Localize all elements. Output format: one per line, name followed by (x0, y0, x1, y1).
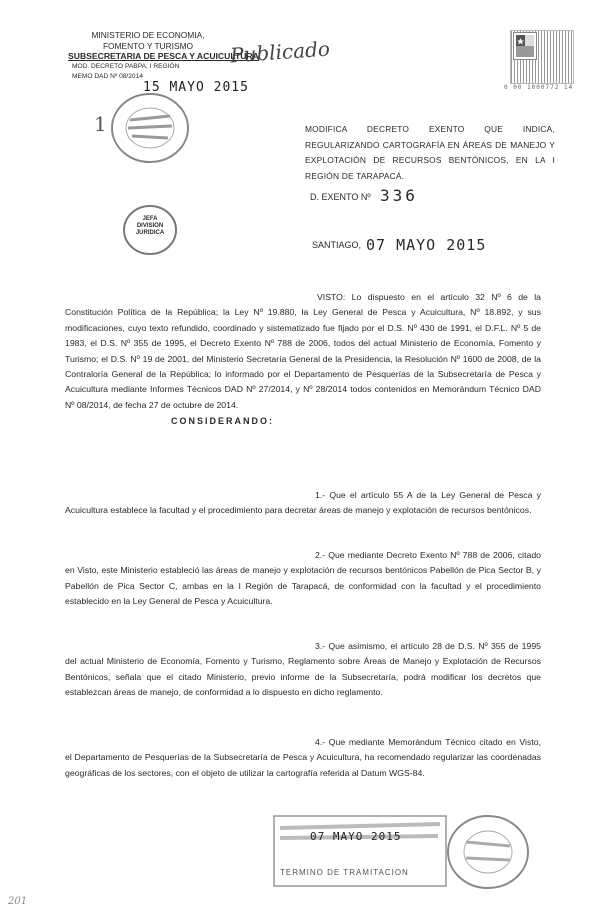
barcode-number: 0 00 1000772 14 (504, 84, 574, 91)
decree-title: MODIFICA DECRETO EXENTO QUE INDICA, REGULARIZANDO CARTOGRAFÍA EN ÁREAS DE MANEJO Y EXPLOTACIÓN DE RECURSOS BENTÓNICOS, EN LA I REGIÓN DE TARAPACÁ. (305, 124, 555, 181)
considerando-1 (65, 488, 541, 519)
visto-paragraph: VISTO: Lo dispuesto en el artículo 32 Nº 6 de la Constitución Política de la República; la Ley Nº 19.880, la Ley General de Pesca y Acuicultura, Nº 18.892, y sus modificaciones, cuyo texto refundido, coordinado y sistematizado fue fijado por el D.S. Nº 430 de 1991, el D.F.L. Nº 5 de 1983, el D.S. Nº 355 de 1995, el Decreto Exento Nº 788 de 2006, todos del actual Ministerio de Economía, Fomento y Turismo; el D.S. Nº 19 de 2001, del Ministerio Secretaría General de la Presidencia, la Resolución Nº 1600 de 2008, de la Contraloría General de la República; lo informado por el Departamento de Pesquerías de la Subsecretaría de Pesca y Acuicultura mediante Informes Técnicos DAD Nº 27/2014, y Nº 28/2014 todos contenidos en Memorándum Técnico DAD Nº 08/2014, de fecha 27 de octubre de 2014. (65, 292, 541, 410)
tramitacion-stamp (270, 806, 580, 896)
considerando-paragraph: 3.- Que asimismo, el artículo 28 de D.S. Nº 355 de 1995 del actual Ministerio de Economía, Fomento y Turismo, Reglamento sobre Áreas de Manejo y Explotación de Recursos Bentónicos, señala que el citado Ministerio, previo informe de la Subsecretaría, podrá modificar los decretos que establezcan áreas de manejo, de conformidad a lo dispuesto en dicho reglamento. (65, 641, 541, 698)
tramitacion-text: TERMINO DE TRAMITACION (280, 868, 409, 877)
header-line1: MINISTERIO DE ECONOMIA, (91, 30, 205, 40)
ministry-header (68, 30, 259, 83)
header-line2: FOMENTO Y TURISMO (102, 40, 194, 51)
decree-number: 336 (380, 186, 418, 205)
handwritten-signature: Publicado (229, 36, 331, 68)
header-line4: MOD. DECRETO PABPA, I REGIÓN (72, 62, 180, 70)
footer-mark: 201 (8, 896, 28, 907)
considerando-paragraph: 2.- Que mediante Decreto Exento Nº 788 de 2006, citado en Visto, este Ministerio estableció las áreas de manejo y explotación de recursos bentónicos Pabellón de Pica Sector B, y Pabellón de Pica Sector C, ambas en la I Región de Tarapacá, de conformidad con la facultad y el procedimiento establecido en la Ley General de Pesca y Acuicultura. (65, 550, 541, 607)
tramitacion-date: 07 MAYO 2015 (310, 830, 402, 843)
city: SANTIAGO, (312, 240, 362, 250)
government-logo (513, 32, 537, 60)
handwritten-mark: 1 (94, 112, 107, 136)
header-line3: SUBSECRETARIA DE PESCA Y ACUICULTURA (68, 51, 259, 61)
stamp-line: DIVISION (136, 223, 164, 229)
decree-label: D. EXENTO Nº (310, 192, 371, 202)
considerando-3 (65, 639, 541, 701)
stamp-line: JURIDICA (135, 230, 165, 236)
considerando-4 (65, 735, 541, 781)
stamp-line: JEFA (142, 216, 158, 222)
considerando-2 (65, 548, 541, 610)
received-date: 15 MAYO 2015 (143, 80, 249, 95)
decree-date: 07 MAYO 2015 (366, 236, 487, 254)
considerando-paragraph: 4.- Que mediante Memorándum Técnico citado en Visto, el Departamento de Pesquerías de la Subsecretaría de Pesca y Acuicultura, ha recomendado regularizar las coordenadas geográficas de los sectores, con el objeto de utilizar la cartografía referida al Datum WGS-84. (65, 737, 541, 778)
division-stamp (130, 216, 170, 237)
visto-section (65, 290, 541, 413)
received-stamp (110, 80, 270, 260)
considerando-heading: CONSIDERANDO: (171, 416, 275, 426)
header-line5: MEMO DAD Nº 08/2014 (72, 73, 143, 80)
considerando-paragraph: 1.- Que el artículo 55 A de la Ley General de Pesca y Acuicultura establece la facultad y el procedimiento para decretar áreas de manejo y explotación de recursos bentónicos. (65, 490, 541, 516)
